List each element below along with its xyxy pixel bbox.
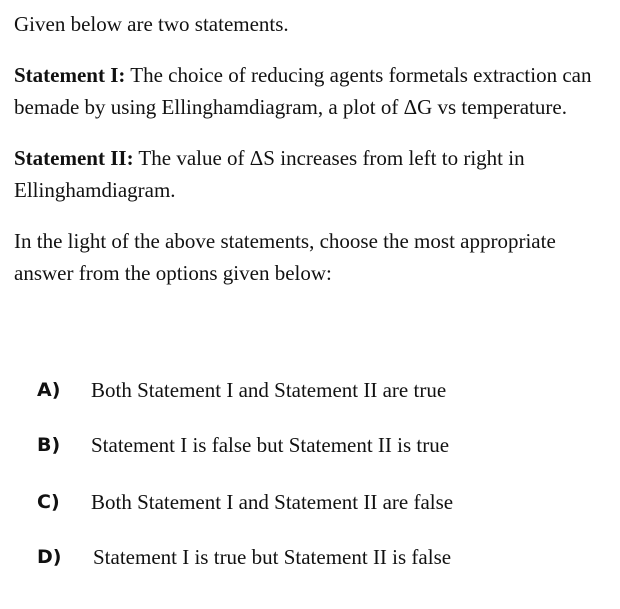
option-c-letter: C) <box>37 491 60 513</box>
option-b-text: Statement I is false but Statement II is true <box>91 432 450 457</box>
question-block <box>14 8 610 289</box>
option-a-letter: A) <box>37 379 61 401</box>
option-a-text: Both Statement I and Statement II are true <box>91 377 447 402</box>
option-d-letter: D) <box>37 546 62 568</box>
statement-2-text: The value of ΔS increases from left to right in Ellinghamdiagram. <box>14 146 525 202</box>
question-prompt: In the light of the above statements, choose the most appropriate answer from the options given below: <box>14 229 556 285</box>
question-intro: Given below are two statements. <box>14 12 289 36</box>
option-b[interactable] <box>37 429 449 461</box>
option-d-text: Statement I is true but Statement II is false <box>93 544 452 569</box>
statement-1-text: The choice of reducing agents formetals extraction can bemade by using Ellinghamdiagram, a plot of ΔG vs temperature. <box>14 63 592 119</box>
statement-2 <box>14 142 610 206</box>
option-b-letter: B) <box>37 434 61 456</box>
option-c-text: Both Statement I and Statement II are false <box>91 489 454 514</box>
statement-1 <box>14 59 610 123</box>
option-d[interactable] <box>37 541 451 573</box>
statement-1-label: Statement I: <box>14 63 126 87</box>
statement-2-label: Statement II: <box>14 146 134 170</box>
option-a[interactable] <box>37 374 446 406</box>
option-c[interactable] <box>37 486 453 518</box>
